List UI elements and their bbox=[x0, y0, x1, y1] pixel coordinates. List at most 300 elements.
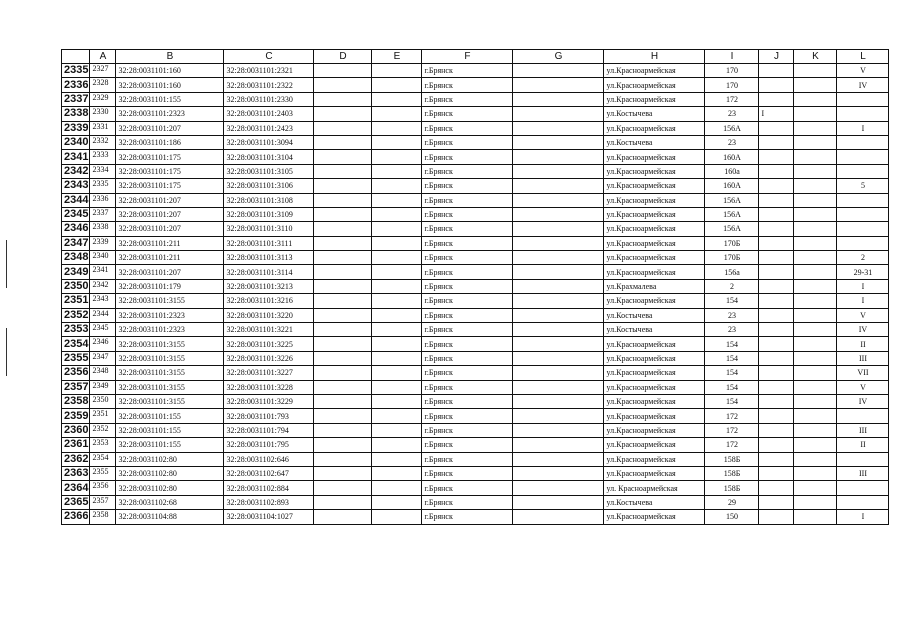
cell-j[interactable] bbox=[759, 78, 794, 92]
cell-e[interactable] bbox=[372, 222, 422, 236]
cell-g[interactable] bbox=[513, 135, 604, 149]
cell-k[interactable] bbox=[794, 265, 837, 279]
cell-e[interactable] bbox=[372, 337, 422, 351]
cell-l[interactable] bbox=[837, 236, 889, 250]
cell-c[interactable]: 32:28:0031101:3221 bbox=[224, 323, 314, 337]
cell-a[interactable]: 2344 bbox=[90, 308, 116, 322]
cell-i[interactable]: 156а bbox=[705, 265, 759, 279]
cell-d[interactable] bbox=[314, 510, 372, 524]
cell-j[interactable] bbox=[759, 351, 794, 365]
cell-g[interactable] bbox=[513, 294, 604, 308]
cell-d[interactable] bbox=[314, 294, 372, 308]
cell-j[interactable] bbox=[759, 366, 794, 380]
cell-g[interactable] bbox=[513, 150, 604, 164]
cell-d[interactable] bbox=[314, 337, 372, 351]
cell-a[interactable]: 2339 bbox=[90, 236, 116, 250]
cell-h[interactable]: ул.Красноармейская bbox=[604, 78, 705, 92]
cell-c[interactable]: 32:28:0031101:3229 bbox=[224, 394, 314, 408]
cell-c[interactable]: 32:28:0031101:3114 bbox=[224, 265, 314, 279]
cell-g[interactable] bbox=[513, 323, 604, 337]
cell-h[interactable]: ул.Красноармейская bbox=[604, 193, 705, 207]
cell-a[interactable]: 2333 bbox=[90, 150, 116, 164]
cell-e[interactable] bbox=[372, 150, 422, 164]
cell-l[interactable]: III bbox=[837, 423, 889, 437]
cell-h[interactable]: ул.Красноармейская bbox=[604, 207, 705, 221]
cell-k[interactable] bbox=[794, 279, 837, 293]
cell-g[interactable] bbox=[513, 121, 604, 135]
cell-b[interactable]: 32:28:0031101:207 bbox=[116, 121, 224, 135]
cell-a[interactable]: 2340 bbox=[90, 251, 116, 265]
cell-a[interactable]: 2355 bbox=[90, 466, 116, 480]
cell-f[interactable]: г.Брянск bbox=[422, 452, 513, 466]
cell-g[interactable] bbox=[513, 495, 604, 509]
row-number[interactable]: 2359 bbox=[62, 409, 90, 423]
cell-c[interactable]: 32:28:0031101:3227 bbox=[224, 366, 314, 380]
cell-f[interactable]: г.Брянск bbox=[422, 423, 513, 437]
cell-e[interactable] bbox=[372, 323, 422, 337]
cell-e[interactable] bbox=[372, 294, 422, 308]
cell-g[interactable] bbox=[513, 265, 604, 279]
cell-d[interactable] bbox=[314, 179, 372, 193]
cell-f[interactable]: г.Брянск bbox=[422, 495, 513, 509]
cell-f[interactable]: г.Брянск bbox=[422, 121, 513, 135]
cell-i[interactable]: 23 bbox=[705, 135, 759, 149]
cell-e[interactable] bbox=[372, 207, 422, 221]
cell-e[interactable] bbox=[372, 107, 422, 121]
column-header-h[interactable]: H bbox=[604, 50, 705, 64]
cell-a[interactable]: 2351 bbox=[90, 409, 116, 423]
cell-c[interactable]: 32:28:0031104:1027 bbox=[224, 510, 314, 524]
cell-g[interactable] bbox=[513, 510, 604, 524]
cell-h[interactable]: ул. Красноармейская bbox=[604, 481, 705, 495]
cell-k[interactable] bbox=[794, 366, 837, 380]
cell-k[interactable] bbox=[794, 380, 837, 394]
cell-j[interactable] bbox=[759, 92, 794, 106]
cell-a[interactable]: 2335 bbox=[90, 179, 116, 193]
cell-c[interactable]: 32:28:0031102:646 bbox=[224, 452, 314, 466]
cell-a[interactable]: 2342 bbox=[90, 279, 116, 293]
cell-j[interactable] bbox=[759, 337, 794, 351]
cell-d[interactable] bbox=[314, 423, 372, 437]
cell-d[interactable] bbox=[314, 380, 372, 394]
row-number[interactable]: 2340 bbox=[62, 135, 90, 149]
cell-j[interactable] bbox=[759, 481, 794, 495]
cell-g[interactable] bbox=[513, 92, 604, 106]
cell-e[interactable] bbox=[372, 92, 422, 106]
cell-j[interactable] bbox=[759, 438, 794, 452]
cell-a[interactable]: 2345 bbox=[90, 323, 116, 337]
cell-b[interactable]: 32:28:0031101:207 bbox=[116, 207, 224, 221]
cell-h[interactable]: ул.Костычева bbox=[604, 308, 705, 322]
row-number[interactable]: 2343 bbox=[62, 179, 90, 193]
cell-d[interactable] bbox=[314, 495, 372, 509]
cell-j[interactable] bbox=[759, 207, 794, 221]
cell-e[interactable] bbox=[372, 279, 422, 293]
cell-a[interactable]: 2358 bbox=[90, 510, 116, 524]
cell-l[interactable]: 5 bbox=[837, 179, 889, 193]
cell-c[interactable]: 32:28:0031101:2403 bbox=[224, 107, 314, 121]
cell-d[interactable] bbox=[314, 150, 372, 164]
cell-e[interactable] bbox=[372, 452, 422, 466]
cell-a[interactable]: 2327 bbox=[90, 64, 116, 78]
cell-k[interactable] bbox=[794, 179, 837, 193]
row-number[interactable]: 2336 bbox=[62, 78, 90, 92]
cell-f[interactable]: г.Брянск bbox=[422, 92, 513, 106]
cell-g[interactable] bbox=[513, 78, 604, 92]
cell-d[interactable] bbox=[314, 207, 372, 221]
cell-b[interactable]: 32:28:0031101:2323 bbox=[116, 323, 224, 337]
cell-b[interactable]: 32:28:0031101:175 bbox=[116, 164, 224, 178]
cell-a[interactable]: 2337 bbox=[90, 207, 116, 221]
cell-j[interactable] bbox=[759, 121, 794, 135]
cell-a[interactable]: 2354 bbox=[90, 452, 116, 466]
cell-l[interactable]: IV bbox=[837, 78, 889, 92]
cell-l[interactable]: I bbox=[837, 121, 889, 135]
cell-f[interactable]: г.Брянск bbox=[422, 236, 513, 250]
cell-h[interactable]: ул.Костычева bbox=[604, 323, 705, 337]
cell-f[interactable]: г.Брянск bbox=[422, 207, 513, 221]
cell-d[interactable] bbox=[314, 222, 372, 236]
cell-b[interactable]: 32:28:0031101:3155 bbox=[116, 351, 224, 365]
cell-c[interactable]: 32:28:0031101:3111 bbox=[224, 236, 314, 250]
cell-l[interactable]: I bbox=[837, 510, 889, 524]
cell-f[interactable]: г.Брянск bbox=[422, 135, 513, 149]
cell-k[interactable] bbox=[794, 92, 837, 106]
cell-l[interactable]: V bbox=[837, 380, 889, 394]
cell-c[interactable]: 32:28:0031101:3225 bbox=[224, 337, 314, 351]
cell-i[interactable]: 170 bbox=[705, 78, 759, 92]
cell-j[interactable] bbox=[759, 236, 794, 250]
cell-j[interactable] bbox=[759, 179, 794, 193]
cell-k[interactable] bbox=[794, 135, 837, 149]
cell-b[interactable]: 32:28:0031101:155 bbox=[116, 92, 224, 106]
cell-b[interactable]: 32:28:0031101:207 bbox=[116, 193, 224, 207]
cell-l[interactable]: I bbox=[837, 279, 889, 293]
row-number[interactable]: 2366 bbox=[62, 510, 90, 524]
row-number[interactable]: 2347 bbox=[62, 236, 90, 250]
cell-h[interactable]: ул.Красноармейская bbox=[604, 351, 705, 365]
cell-f[interactable]: г.Брянск bbox=[422, 380, 513, 394]
cell-j[interactable] bbox=[759, 64, 794, 78]
cell-h[interactable]: ул.Красноармейская bbox=[604, 423, 705, 437]
cell-h[interactable]: ул.Красноармейская bbox=[604, 409, 705, 423]
cell-g[interactable] bbox=[513, 438, 604, 452]
cell-k[interactable] bbox=[794, 207, 837, 221]
row-number[interactable]: 2361 bbox=[62, 438, 90, 452]
cell-i[interactable]: 23 bbox=[705, 107, 759, 121]
cell-d[interactable] bbox=[314, 193, 372, 207]
cell-i[interactable]: 170 bbox=[705, 64, 759, 78]
cell-h[interactable]: ул.Красноармейская bbox=[604, 510, 705, 524]
cell-j[interactable] bbox=[759, 466, 794, 480]
cell-h[interactable]: ул.Красноармейская bbox=[604, 179, 705, 193]
cell-e[interactable] bbox=[372, 366, 422, 380]
cell-d[interactable] bbox=[314, 265, 372, 279]
cell-d[interactable] bbox=[314, 466, 372, 480]
cell-h[interactable]: ул.Красноармейская bbox=[604, 294, 705, 308]
cell-e[interactable] bbox=[372, 495, 422, 509]
cell-c[interactable]: 32:28:0031101:3104 bbox=[224, 150, 314, 164]
cell-c[interactable]: 32:28:0031101:3109 bbox=[224, 207, 314, 221]
cell-h[interactable]: ул.Красноармейская bbox=[604, 394, 705, 408]
cell-k[interactable] bbox=[794, 423, 837, 437]
cell-b[interactable]: 32:28:0031101:160 bbox=[116, 78, 224, 92]
cell-l[interactable]: 2 bbox=[837, 251, 889, 265]
row-number[interactable]: 2365 bbox=[62, 495, 90, 509]
column-header-k[interactable]: K bbox=[794, 50, 837, 64]
cell-d[interactable] bbox=[314, 279, 372, 293]
cell-k[interactable] bbox=[794, 251, 837, 265]
row-number[interactable]: 2363 bbox=[62, 466, 90, 480]
column-header-c[interactable]: C bbox=[224, 50, 314, 64]
cell-f[interactable]: г.Брянск bbox=[422, 265, 513, 279]
cell-i[interactable]: 160А bbox=[705, 150, 759, 164]
cell-b[interactable]: 32:28:0031101:2323 bbox=[116, 107, 224, 121]
cell-h[interactable]: ул.Красноармейская bbox=[604, 164, 705, 178]
cell-e[interactable] bbox=[372, 265, 422, 279]
cell-j[interactable] bbox=[759, 135, 794, 149]
cell-l[interactable]: V bbox=[837, 308, 889, 322]
cell-l[interactable] bbox=[837, 495, 889, 509]
cell-h[interactable]: ул.Костычева bbox=[604, 107, 705, 121]
cell-d[interactable] bbox=[314, 92, 372, 106]
cell-h[interactable]: ул.Красноармейская bbox=[604, 438, 705, 452]
row-number[interactable]: 2335 bbox=[62, 64, 90, 78]
cell-k[interactable] bbox=[794, 164, 837, 178]
cell-i[interactable]: 172 bbox=[705, 92, 759, 106]
cell-b[interactable]: 32:28:0031104:88 bbox=[116, 510, 224, 524]
cell-j[interactable] bbox=[759, 308, 794, 322]
cell-g[interactable] bbox=[513, 423, 604, 437]
column-header-f[interactable]: F bbox=[422, 50, 513, 64]
cell-k[interactable] bbox=[794, 121, 837, 135]
cell-g[interactable] bbox=[513, 308, 604, 322]
row-number[interactable]: 2349 bbox=[62, 265, 90, 279]
cell-l[interactable] bbox=[837, 409, 889, 423]
cell-c[interactable]: 32:28:0031101:2423 bbox=[224, 121, 314, 135]
cell-b[interactable]: 32:28:0031101:175 bbox=[116, 179, 224, 193]
cell-i[interactable]: 154 bbox=[705, 394, 759, 408]
cell-i[interactable]: 154 bbox=[705, 337, 759, 351]
cell-l[interactable]: I bbox=[837, 294, 889, 308]
row-number[interactable]: 2350 bbox=[62, 279, 90, 293]
cell-a[interactable]: 2338 bbox=[90, 222, 116, 236]
cell-h[interactable]: ул.Красноармейская bbox=[604, 64, 705, 78]
cell-k[interactable] bbox=[794, 466, 837, 480]
cell-h[interactable]: ул.Красноармейская bbox=[604, 466, 705, 480]
row-number[interactable]: 2352 bbox=[62, 308, 90, 322]
cell-j[interactable] bbox=[759, 323, 794, 337]
cell-c[interactable]: 32:28:0031101:2330 bbox=[224, 92, 314, 106]
cell-b[interactable]: 32:28:0031101:186 bbox=[116, 135, 224, 149]
cell-i[interactable]: 154 bbox=[705, 380, 759, 394]
cell-g[interactable] bbox=[513, 236, 604, 250]
cell-g[interactable] bbox=[513, 107, 604, 121]
cell-k[interactable] bbox=[794, 351, 837, 365]
cell-i[interactable]: 23 bbox=[705, 308, 759, 322]
cell-f[interactable]: г.Брянск bbox=[422, 394, 513, 408]
cell-g[interactable] bbox=[513, 466, 604, 480]
cell-e[interactable] bbox=[372, 179, 422, 193]
cell-g[interactable] bbox=[513, 164, 604, 178]
cell-e[interactable] bbox=[372, 64, 422, 78]
cell-b[interactable]: 32:28:0031101:3155 bbox=[116, 366, 224, 380]
column-header-d[interactable]: D bbox=[314, 50, 372, 64]
cell-e[interactable] bbox=[372, 380, 422, 394]
row-number[interactable]: 2337 bbox=[62, 92, 90, 106]
row-number[interactable]: 2351 bbox=[62, 294, 90, 308]
cell-h[interactable]: ул.Красноармейская bbox=[604, 121, 705, 135]
cell-d[interactable] bbox=[314, 323, 372, 337]
cell-g[interactable] bbox=[513, 351, 604, 365]
cell-k[interactable] bbox=[794, 452, 837, 466]
cell-c[interactable]: 32:28:0031101:3216 bbox=[224, 294, 314, 308]
cell-j[interactable] bbox=[759, 394, 794, 408]
cell-f[interactable]: г.Брянск bbox=[422, 466, 513, 480]
cell-i[interactable]: 170Б bbox=[705, 236, 759, 250]
cell-d[interactable] bbox=[314, 351, 372, 365]
row-number[interactable]: 2357 bbox=[62, 380, 90, 394]
cell-f[interactable]: г.Брянск bbox=[422, 337, 513, 351]
cell-l[interactable] bbox=[837, 92, 889, 106]
cell-i[interactable]: 158Б bbox=[705, 466, 759, 480]
cell-a[interactable]: 2334 bbox=[90, 164, 116, 178]
cell-h[interactable]: ул.Красноармейская bbox=[604, 150, 705, 164]
cell-l[interactable] bbox=[837, 107, 889, 121]
row-number[interactable]: 2364 bbox=[62, 481, 90, 495]
cell-b[interactable]: 32:28:0031102:80 bbox=[116, 452, 224, 466]
cell-f[interactable]: г.Брянск bbox=[422, 409, 513, 423]
cell-d[interactable] bbox=[314, 121, 372, 135]
column-header-j[interactable]: J bbox=[759, 50, 794, 64]
cell-l[interactable] bbox=[837, 164, 889, 178]
cell-k[interactable] bbox=[794, 481, 837, 495]
cell-b[interactable]: 32:28:0031101:211 bbox=[116, 251, 224, 265]
row-number[interactable]: 2346 bbox=[62, 222, 90, 236]
cell-l[interactable] bbox=[837, 207, 889, 221]
cell-b[interactable]: 32:28:0031101:3155 bbox=[116, 294, 224, 308]
cell-k[interactable] bbox=[794, 193, 837, 207]
cell-e[interactable] bbox=[372, 193, 422, 207]
cell-b[interactable]: 32:28:0031101:207 bbox=[116, 265, 224, 279]
cell-c[interactable]: 32:28:0031101:3113 bbox=[224, 251, 314, 265]
cell-a[interactable]: 2331 bbox=[90, 121, 116, 135]
cell-i[interactable]: 154 bbox=[705, 294, 759, 308]
cell-l[interactable]: II bbox=[837, 438, 889, 452]
cell-a[interactable]: 2332 bbox=[90, 135, 116, 149]
cell-a[interactable]: 2329 bbox=[90, 92, 116, 106]
cell-l[interactable]: V bbox=[837, 64, 889, 78]
cell-e[interactable] bbox=[372, 135, 422, 149]
row-number[interactable]: 2358 bbox=[62, 394, 90, 408]
cell-k[interactable] bbox=[794, 294, 837, 308]
cell-i[interactable]: 29 bbox=[705, 495, 759, 509]
cell-e[interactable] bbox=[372, 121, 422, 135]
cell-j[interactable] bbox=[759, 164, 794, 178]
cell-j[interactable] bbox=[759, 510, 794, 524]
cell-l[interactable] bbox=[837, 193, 889, 207]
cell-h[interactable]: ул.Красноармейская bbox=[604, 366, 705, 380]
cell-l[interactable] bbox=[837, 135, 889, 149]
cell-g[interactable] bbox=[513, 179, 604, 193]
cell-c[interactable]: 32:28:0031101:2322 bbox=[224, 78, 314, 92]
cell-a[interactable]: 2341 bbox=[90, 265, 116, 279]
cell-j[interactable]: I bbox=[759, 107, 794, 121]
cell-f[interactable]: г.Брянск bbox=[422, 107, 513, 121]
cell-i[interactable]: 2 bbox=[705, 279, 759, 293]
cell-j[interactable] bbox=[759, 423, 794, 437]
cell-b[interactable]: 32:28:0031102:80 bbox=[116, 466, 224, 480]
cell-b[interactable]: 32:28:0031101:3155 bbox=[116, 380, 224, 394]
cell-g[interactable] bbox=[513, 64, 604, 78]
cell-b[interactable]: 32:28:0031101:155 bbox=[116, 423, 224, 437]
column-header-b[interactable]: B bbox=[116, 50, 224, 64]
cell-h[interactable]: ул.Крахмалева bbox=[604, 279, 705, 293]
cell-b[interactable]: 32:28:0031101:3155 bbox=[116, 394, 224, 408]
cell-h[interactable]: ул.Красноармейская bbox=[604, 452, 705, 466]
cell-e[interactable] bbox=[372, 510, 422, 524]
cell-f[interactable]: г.Брянск bbox=[422, 150, 513, 164]
cell-g[interactable] bbox=[513, 193, 604, 207]
row-number[interactable]: 2339 bbox=[62, 121, 90, 135]
cell-b[interactable]: 32:28:0031101:155 bbox=[116, 409, 224, 423]
cell-h[interactable]: ул.Красноармейская bbox=[604, 337, 705, 351]
cell-a[interactable]: 2347 bbox=[90, 351, 116, 365]
cell-f[interactable]: г.Брянск bbox=[422, 351, 513, 365]
row-number[interactable]: 2341 bbox=[62, 150, 90, 164]
cell-d[interactable] bbox=[314, 366, 372, 380]
cell-f[interactable]: г.Брянск bbox=[422, 164, 513, 178]
row-number[interactable]: 2356 bbox=[62, 366, 90, 380]
cell-a[interactable]: 2336 bbox=[90, 193, 116, 207]
cell-f[interactable]: г.Брянск bbox=[422, 366, 513, 380]
cell-d[interactable] bbox=[314, 394, 372, 408]
cell-h[interactable]: ул.Красноармейская bbox=[604, 236, 705, 250]
cell-k[interactable] bbox=[794, 510, 837, 524]
cell-e[interactable] bbox=[372, 438, 422, 452]
cell-e[interactable] bbox=[372, 423, 422, 437]
cell-g[interactable] bbox=[513, 279, 604, 293]
cell-k[interactable] bbox=[794, 107, 837, 121]
cell-i[interactable]: 23 bbox=[705, 323, 759, 337]
cell-l[interactable]: III bbox=[837, 351, 889, 365]
cell-j[interactable] bbox=[759, 452, 794, 466]
cell-f[interactable]: г.Брянск bbox=[422, 179, 513, 193]
cell-c[interactable]: 32:28:0031101:2321 bbox=[224, 64, 314, 78]
cell-c[interactable]: 32:28:0031101:3105 bbox=[224, 164, 314, 178]
row-number[interactable]: 2355 bbox=[62, 351, 90, 365]
cell-k[interactable] bbox=[794, 495, 837, 509]
cell-b[interactable]: 32:28:0031101:211 bbox=[116, 236, 224, 250]
cell-d[interactable] bbox=[314, 164, 372, 178]
cell-d[interactable] bbox=[314, 135, 372, 149]
cell-g[interactable] bbox=[513, 207, 604, 221]
cell-c[interactable]: 32:28:0031101:3220 bbox=[224, 308, 314, 322]
cell-f[interactable]: г.Брянск bbox=[422, 251, 513, 265]
column-header-l[interactable]: L bbox=[837, 50, 889, 64]
cell-f[interactable]: г.Брянск bbox=[422, 294, 513, 308]
column-header-e[interactable]: E bbox=[372, 50, 422, 64]
cell-k[interactable] bbox=[794, 64, 837, 78]
cell-f[interactable]: г.Брянск bbox=[422, 279, 513, 293]
column-header-g[interactable]: G bbox=[513, 50, 604, 64]
cell-j[interactable] bbox=[759, 279, 794, 293]
cell-d[interactable] bbox=[314, 308, 372, 322]
cell-b[interactable]: 32:28:0031101:179 bbox=[116, 279, 224, 293]
cell-i[interactable]: 172 bbox=[705, 409, 759, 423]
cell-a[interactable]: 2343 bbox=[90, 294, 116, 308]
cell-k[interactable] bbox=[794, 150, 837, 164]
